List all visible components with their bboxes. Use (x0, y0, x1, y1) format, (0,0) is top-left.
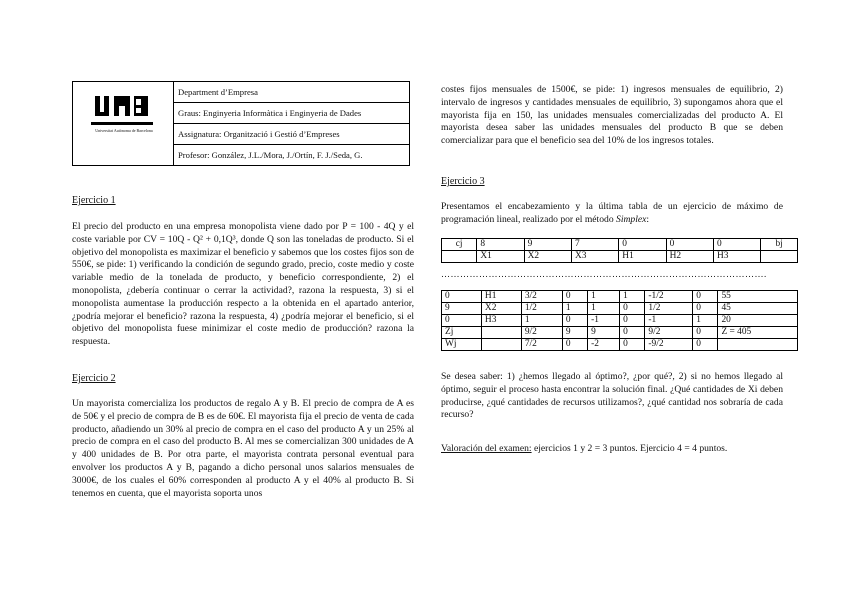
ex1-body (72, 221, 414, 349)
ex2-body (72, 398, 414, 500)
header-table-cell: 0 (713, 239, 760, 251)
header-table-cell: 0 (619, 239, 666, 251)
final-table-row (442, 327, 798, 339)
ex2-title: Ejercicio 2 (72, 373, 116, 384)
final-table-cell: 0 (620, 339, 645, 351)
final-table-cell: -1 (645, 315, 693, 327)
simplex-header-table (441, 238, 798, 263)
final-table-row (442, 315, 798, 327)
uab-logo (73, 82, 172, 165)
header-table-cell (442, 251, 477, 263)
final-table-cell: 9/2 (521, 327, 562, 339)
final-table-cell: 1/2 (521, 303, 562, 315)
ex3-intro-prefix: Presentamos el encabezamiento y la última tabla de un ejercicio de máximo de programación lineal, realizado por el método (441, 201, 783, 225)
final-table-cell: 9/2 (645, 327, 693, 339)
final-table-row (442, 339, 798, 351)
degrees-row: Graus: Enginyeria Informàtica i Enginyeria de Dades (174, 103, 409, 124)
final-table-cell: 1 (521, 315, 562, 327)
final-table-cell: 45 (718, 303, 798, 315)
final-table-row (442, 303, 798, 315)
final-table-cell: 55 (718, 291, 798, 303)
final-table-cell: H1 (481, 291, 521, 303)
final-table-cell: 0 (620, 315, 645, 327)
final-table-cell: 20 (718, 315, 798, 327)
header-table-cell: 7 (571, 239, 618, 251)
ex3-intro-simplex: Simplex (616, 213, 647, 225)
header-table-cell: X2 (524, 251, 571, 263)
ex2-cont-text: costes fijos mensuales de 1500€, se pide: 1) ingresos mensuales de equilibrio, 2) intervalo de ingresos y cantidades mensuales de equilibrio, 3) supongamos ahora que el mayorista fija en 150, las unidades mensuales comercializadas del producto A. El mayorista desea saber las unidades mensuales del producto B que se deben comercializar para que el beneficio sea del 10% de los ingresos totales. (441, 84, 783, 147)
header-table-cell: H3 (713, 251, 760, 263)
final-table-cell: 1/2 (645, 303, 693, 315)
final-table-cell: 0 (562, 339, 587, 351)
final-table-cell: 0 (620, 327, 645, 339)
final-table-cell: 0 (693, 291, 718, 303)
final-table-cell (481, 327, 521, 339)
header-table-cell: X1 (477, 251, 524, 263)
header-table-cell: cj (442, 239, 477, 251)
department-row: Department d’Empresa (174, 82, 409, 103)
valuation-label: Valoración del examen: (441, 443, 532, 454)
ex2-continuation (441, 84, 783, 148)
ex1-text: El precio del producto en una empresa monopolista viene dado por P = 100 - 4Q y el coste variable por CV = 10Q - Q² + 0,1Q³, donde Q son las toneladas de producto. Si el objetivo del monopolista es maximizar el beneficio y sabemos que los costes fijos son de 550€, se pide: 1) verificando la condición de segundo grado, precio, coste medio y coste variable medio de la tonelada de producto, y beneficio correspondiente, 2) el monopolista, ¿debería continuar o cerrar la actividad?, razona la respuesta, 3) si el monopolista aumentase la producción respecto a la obtenida en el apartado anterior, ¿podría mejorar el beneficio? razona la respuesta, 4) ¿podría mejorar el beneficio, si el objetivo del monopolista fuese minimizar el coste medio de producción? razona la respuesta. (72, 221, 414, 348)
final-table-cell: 0 (620, 303, 645, 315)
final-table-cell: 0 (693, 327, 718, 339)
ex3-title: Ejercicio 3 (441, 176, 485, 187)
header-table-cell: H1 (619, 251, 666, 263)
ex3-intro-suffix: : (646, 213, 650, 225)
final-table-cell: Wj (442, 339, 482, 351)
header-table-cell: 9 (524, 239, 571, 251)
ex3-questions (441, 371, 783, 422)
ex2-text: Un mayorista comercializa los productos de regalo A y B. El precio de compra de A es de 50€ y el precio de compra de B es de 60€. El mayorista fija el precio de venta de cada producto, añadiendo un 30% al precio de compra en el caso del producto A y un 25% al precio de compra en el caso del producto B. Al mes se comercializan 300 unidades de A y 400 unidades de B. Por otra parte, el mayorista contrata personal eventual para envolver los productos A y B, pagando a dicho personal unos salarios mensuales de 3000€, de los cuales el 60% corresponden al producto A y el 40% al producto B. Si tenemos en cuenta, que el mayorista soporta unos (72, 398, 414, 499)
logo-cell (73, 82, 174, 165)
final-table-cell: 1 (693, 315, 718, 327)
final-table-cell: 9 (442, 303, 482, 315)
header-box (72, 81, 410, 166)
valuation-text: ejercicios 1 y 2 = 3 puntos. Ejercicio 4 = 4 puntos. (531, 443, 728, 454)
simplex-final-table (441, 290, 798, 351)
final-table-cell: 0 (562, 291, 587, 303)
final-table-cell: 0 (442, 315, 482, 327)
final-table-cell: 1 (588, 291, 620, 303)
final-table-row (442, 291, 798, 303)
final-table-cell (718, 339, 798, 351)
ex3-intro (441, 201, 783, 227)
final-table-cell: Z = 405 (718, 327, 798, 339)
final-table-cell: 1 (562, 303, 587, 315)
final-table-cell: 0 (693, 339, 718, 351)
header-table-cell: 8 (477, 239, 524, 251)
final-table-cell: 1 (588, 303, 620, 315)
exam-valuation (441, 443, 801, 456)
final-table-cell: -1 (588, 315, 620, 327)
final-table-cell: 7/2 (521, 339, 562, 351)
header-table-cell: bj (761, 239, 798, 251)
header-table-row (442, 239, 798, 251)
ex1-title: Ejercicio 1 (72, 195, 116, 206)
table-separator-dots: …………………………………………………………………………………………. (441, 269, 767, 279)
subject-row: Assignatura: Organització i Gestió d’Empreses (174, 124, 409, 145)
header-table-cell (761, 251, 798, 263)
header-table-cell: 0 (666, 239, 713, 251)
logo-caption: Universitat Autònoma de Barcelona (95, 128, 153, 133)
final-table-cell: 0 (562, 315, 587, 327)
final-table-cell: 9 (588, 327, 620, 339)
final-table-cell (481, 339, 521, 351)
final-table-cell: -1/2 (645, 291, 693, 303)
final-table-cell: 9 (562, 327, 587, 339)
final-table-cell: 0 (442, 291, 482, 303)
header-table-cell: H2 (666, 251, 713, 263)
header-table-row (442, 251, 798, 263)
header-table-cell: X3 (571, 251, 618, 263)
final-table-cell: Zj (442, 327, 482, 339)
final-table-cell: 0 (693, 303, 718, 315)
final-table-cell: H3 (481, 315, 521, 327)
final-table-cell: -9/2 (645, 339, 693, 351)
final-table-cell: 1 (620, 291, 645, 303)
ex3-questions-text: Se desea saber: 1) ¿hemos llegado al óptimo?, ¿por qué?, 2) si no hemos llegado al óptimo, seguir el proceso hasta encontrar la solución final. ¿Qué cantidades de Xi deben producirse, ¿qué cantidades de recursos utilizamos?, ¿qué cantidad nos sobraría de cada recurso? (441, 371, 783, 421)
final-table-cell: 3/2 (521, 291, 562, 303)
final-table-cell: X2 (481, 303, 521, 315)
final-table-cell: -2 (588, 339, 620, 351)
professor-row: Profesor: González, J.L./Mora, J./Ortín, F. J./Seda, G. (178, 150, 363, 160)
